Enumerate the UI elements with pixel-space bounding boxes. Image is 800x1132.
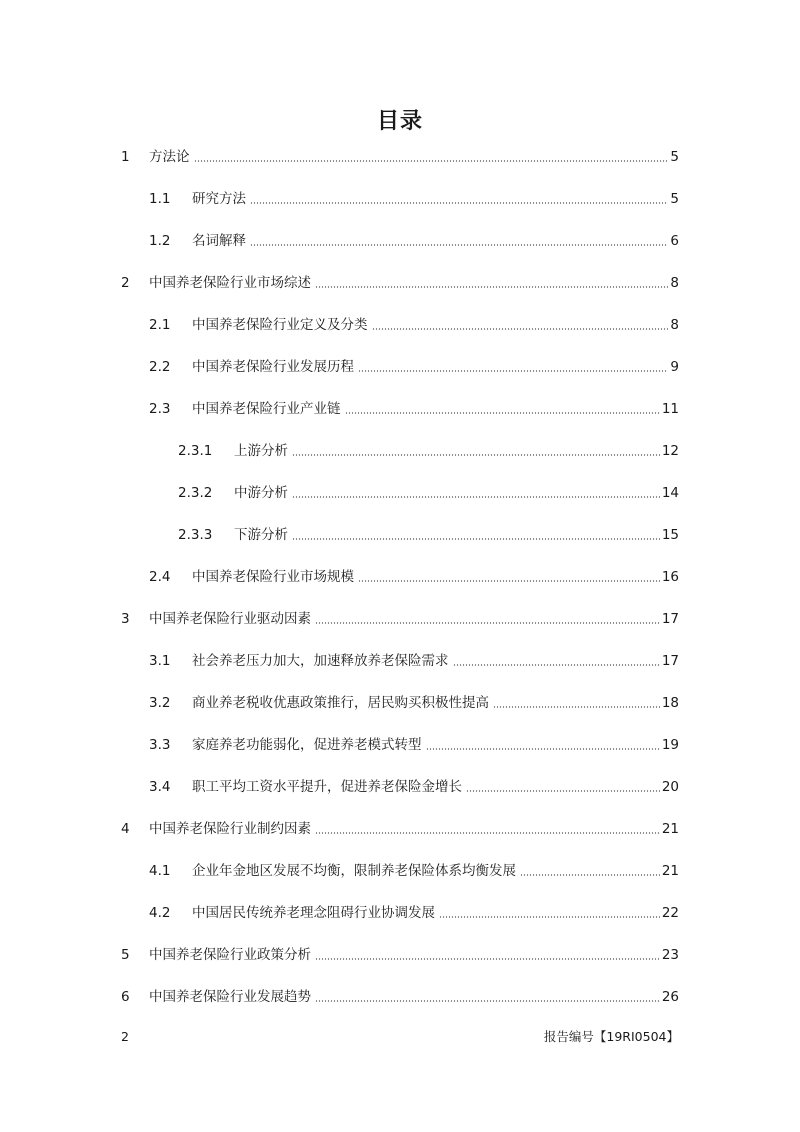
toc-entry-page: 22 bbox=[661, 905, 679, 921]
page-number: 2 bbox=[121, 1028, 129, 1044]
toc-entry-label: 上游分析 bbox=[234, 443, 288, 459]
page-footer bbox=[121, 1026, 679, 1046]
toc-dot-leader bbox=[315, 622, 660, 624]
toc-dot-leader bbox=[292, 496, 660, 498]
toc-entry-number: 2.1 bbox=[149, 317, 171, 333]
toc-entry-label: 中国养老保险行业政策分析 bbox=[149, 947, 311, 963]
toc-dot-leader bbox=[194, 160, 669, 162]
toc-entry-label: 社会养老压力加大，加速释放养老保险需求 bbox=[192, 653, 449, 669]
toc-dot-leader bbox=[426, 748, 660, 750]
toc-entry-label: 职工平均工资水平提升，促进养老保险金增长 bbox=[192, 779, 462, 795]
toc-dot-leader bbox=[250, 244, 668, 246]
toc-entry-label: 研究方法 bbox=[192, 191, 246, 207]
toc-dot-leader bbox=[358, 580, 660, 582]
toc-entry-page: 8 bbox=[670, 317, 679, 333]
toc-entry-label: 下游分析 bbox=[234, 527, 288, 543]
toc-entry-page: 20 bbox=[661, 779, 679, 795]
toc-dot-leader bbox=[315, 1000, 660, 1002]
toc-entry[interactable] bbox=[0, 818, 800, 840]
toc-entry-number: 4.2 bbox=[149, 905, 171, 921]
toc-entry-number: 2.2 bbox=[149, 359, 171, 375]
toc-entry[interactable] bbox=[0, 314, 800, 336]
toc-entry-label: 中国养老保险行业市场综述 bbox=[149, 275, 311, 291]
toc-dot-leader bbox=[315, 286, 668, 288]
toc-entry-page: 17 bbox=[661, 653, 679, 669]
toc-dot-leader bbox=[520, 874, 660, 876]
toc-entry[interactable] bbox=[0, 692, 800, 714]
toc-dot-leader bbox=[372, 328, 669, 330]
toc-entry-number: 3.3 bbox=[149, 737, 171, 753]
toc-entry[interactable] bbox=[0, 398, 800, 420]
toc-dot-leader bbox=[292, 538, 660, 540]
toc-entry-page: 14 bbox=[661, 485, 679, 501]
toc-entry-page: 8 bbox=[670, 275, 679, 291]
toc-entry[interactable] bbox=[0, 860, 800, 882]
toc-dot-leader bbox=[315, 958, 660, 960]
toc-entry-number: 1 bbox=[121, 149, 130, 165]
toc-entry-number: 3.4 bbox=[149, 779, 171, 795]
toc-entry[interactable] bbox=[0, 566, 800, 588]
toc-entry-number: 2.3.1 bbox=[178, 443, 213, 459]
toc-entry[interactable] bbox=[0, 356, 800, 378]
toc-entry-page: 17 bbox=[661, 611, 679, 627]
toc-entry-label: 家庭养老功能弱化，促进养老模式转型 bbox=[192, 737, 422, 753]
toc-entry[interactable] bbox=[0, 524, 800, 546]
toc-entry-page: 18 bbox=[661, 695, 679, 711]
toc-entry[interactable] bbox=[0, 482, 800, 504]
toc-entry-page: 21 bbox=[661, 821, 679, 837]
toc-entry[interactable] bbox=[0, 944, 800, 966]
toc-entry-page: 11 bbox=[661, 401, 679, 417]
toc-entry-page: 16 bbox=[661, 569, 679, 585]
toc-entry[interactable] bbox=[0, 902, 800, 924]
toc-entry-page: 5 bbox=[670, 191, 679, 207]
toc-entry-label: 中国养老保险行业发展历程 bbox=[192, 359, 354, 375]
toc-entry-label: 方法论 bbox=[149, 149, 190, 165]
toc-entry-label: 中国养老保险行业定义及分类 bbox=[192, 317, 368, 333]
toc-entry-page: 23 bbox=[661, 947, 679, 963]
page-title: 目录 bbox=[376, 109, 423, 134]
toc-dot-leader bbox=[315, 832, 660, 834]
toc-entry-number: 2.3.2 bbox=[178, 485, 213, 501]
toc-dot-leader bbox=[439, 916, 660, 918]
toc-entry[interactable] bbox=[0, 230, 800, 252]
toc-dot-leader bbox=[453, 664, 660, 666]
toc-entry-label: 企业年金地区发展不均衡，限制养老保险体系均衡发展 bbox=[192, 863, 516, 879]
toc-entry-number: 5 bbox=[121, 947, 130, 963]
toc-entry-number: 2.3 bbox=[149, 401, 171, 417]
toc-entry-number: 6 bbox=[121, 989, 130, 1005]
toc-entry-number: 3.2 bbox=[149, 695, 171, 711]
toc-entry[interactable] bbox=[0, 440, 800, 462]
toc-entry[interactable] bbox=[0, 146, 800, 168]
toc-entry-number: 1.1 bbox=[149, 191, 171, 207]
toc-entry-page: 19 bbox=[661, 737, 679, 753]
toc-dot-leader bbox=[466, 790, 660, 792]
toc-entry-number: 2.3.3 bbox=[178, 527, 213, 543]
toc-entry-number: 1.2 bbox=[149, 233, 171, 249]
toc-entry-page: 5 bbox=[670, 149, 679, 165]
toc-entry-label: 中国养老保险行业驱动因素 bbox=[149, 611, 311, 627]
toc-entry-page: 26 bbox=[661, 989, 679, 1005]
toc-dot-leader bbox=[292, 454, 660, 456]
toc-entry-label: 中游分析 bbox=[234, 485, 288, 501]
toc-entry[interactable] bbox=[0, 650, 800, 672]
toc-entry[interactable] bbox=[0, 734, 800, 756]
toc-entry-page: 9 bbox=[670, 359, 679, 375]
toc-entry-page: 21 bbox=[661, 863, 679, 879]
toc-entry[interactable] bbox=[0, 272, 800, 294]
toc-entry-number: 3.1 bbox=[149, 653, 171, 669]
report-id: 报告编号【19RI0504】 bbox=[543, 1029, 679, 1044]
toc-entry-label: 中国养老保险行业产业链 bbox=[192, 401, 341, 417]
toc-entry[interactable] bbox=[0, 776, 800, 798]
toc-dot-leader bbox=[250, 202, 668, 204]
toc-dot-leader bbox=[358, 370, 668, 372]
toc-entry-number: 3 bbox=[121, 611, 130, 627]
toc-entry-label: 商业养老税收优惠政策推行，居民购买积极性提高 bbox=[192, 695, 489, 711]
toc-entry-number: 4.1 bbox=[149, 863, 171, 879]
toc-entry-label: 中国居民传统养老理念阻碍行业协调发展 bbox=[192, 905, 435, 921]
toc-dot-leader bbox=[493, 706, 660, 708]
toc-entry[interactable] bbox=[0, 608, 800, 630]
toc-entry-number: 2.4 bbox=[149, 569, 171, 585]
toc-entry-page: 12 bbox=[661, 443, 679, 459]
toc-entry[interactable] bbox=[0, 986, 800, 1008]
toc-entry-label: 中国养老保险行业市场规模 bbox=[192, 569, 354, 585]
toc-entry-number: 2 bbox=[121, 275, 130, 291]
toc-entry[interactable] bbox=[0, 188, 800, 210]
toc-entry-page: 15 bbox=[661, 527, 679, 543]
toc-entry-page: 6 bbox=[670, 233, 679, 249]
toc-entry-label: 中国养老保险行业发展趋势 bbox=[149, 989, 311, 1005]
toc-entry-label: 名词解释 bbox=[192, 233, 246, 249]
toc-dot-leader bbox=[345, 412, 660, 414]
toc-entry-label: 中国养老保险行业制约因素 bbox=[149, 821, 311, 837]
toc-entry-number: 4 bbox=[121, 821, 130, 837]
